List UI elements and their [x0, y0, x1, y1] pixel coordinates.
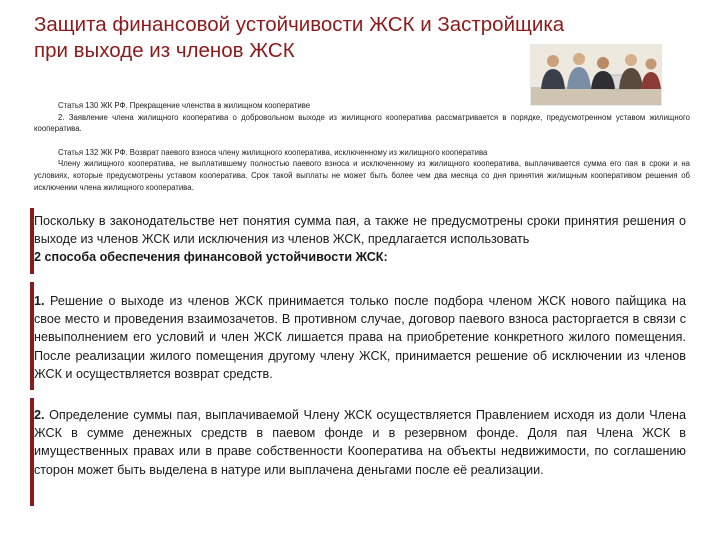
title-line-2: при выходе из членов ЖСК	[34, 39, 295, 62]
title-line-1: Защита финансовой устойчивости ЖСК и Застройщика	[34, 13, 565, 36]
method-1-section	[34, 292, 686, 383]
method-2-text: Определение суммы пая, выплачиваемой Члену ЖСК осуществляется Правлением исходя из доли Члена ЖСК в сумме денежных средств в паевом фонде и в резервном фонде. Доля пая Члена ЖСК в имущественных правах или в праве собственности Кооператива на объекты недвижимости, по соглашению сторон может быть выделена в натуре или выплачена деньгами после её реализации.	[34, 408, 686, 477]
article-132-text: Члену жилищного кооператива, не выплатившему полностью паевого взноса и исключенному из жилищного кооператива, выплачивается сумма его пая в сроки и на условиях, которые предусмотрены уставом кооператива. Срок такой выплаты не может быть более чем два месяца со дня принятия жилищным кооперативом решения об исключении члена жилищного кооператива.	[34, 159, 690, 192]
method-2-section	[34, 406, 686, 479]
article-132-heading: Статья 132 ЖК РФ. Возврат паевого взноса члену жилищного кооператива, исключенному из жилищного кооператива	[58, 147, 488, 157]
law-articles	[34, 100, 690, 193]
meeting-illustration-icon	[531, 45, 661, 105]
intro-text: Поскольку в законодательстве нет понятия сумма пая, а также не предусмотрены сроки принятия решения о выходе из членов ЖСК или исключения из членов ЖСК, предлагается использовать	[34, 214, 686, 247]
intro-bold: 2 способа обеспечения финансовой устойчивости ЖСК:	[34, 250, 388, 265]
article-130-heading: Статья 130 ЖК РФ. Прекращение членства в жилищном кооперативе	[58, 101, 311, 110]
method-2-number: 2.	[34, 408, 45, 422]
article-130-text: 2. Заявление члена жилищного кооператива о добровольном выходе из жилищного кооператива рассматривается в порядке, предусмотренном уставом жилищного кооператива.	[34, 112, 690, 134]
intro-section	[34, 212, 686, 267]
method-1-text: Решение о выходе из членов ЖСК принимается только после подбора членом ЖСК нового пайщика на свое место и проведения взаимозачетов. В противном случае, договор паевого взноса расторгается в связи с невыполнением его условий и член ЖСК лишается права на приобретение конкретного жилого помещения. После реализации жилого помещения другому члену ЖСК, принимается решение об исключении из членов ЖСК и осуществляется возврат средств.	[34, 294, 686, 381]
method-1-number: 1.	[34, 294, 45, 308]
business-meeting-photo	[530, 44, 662, 106]
